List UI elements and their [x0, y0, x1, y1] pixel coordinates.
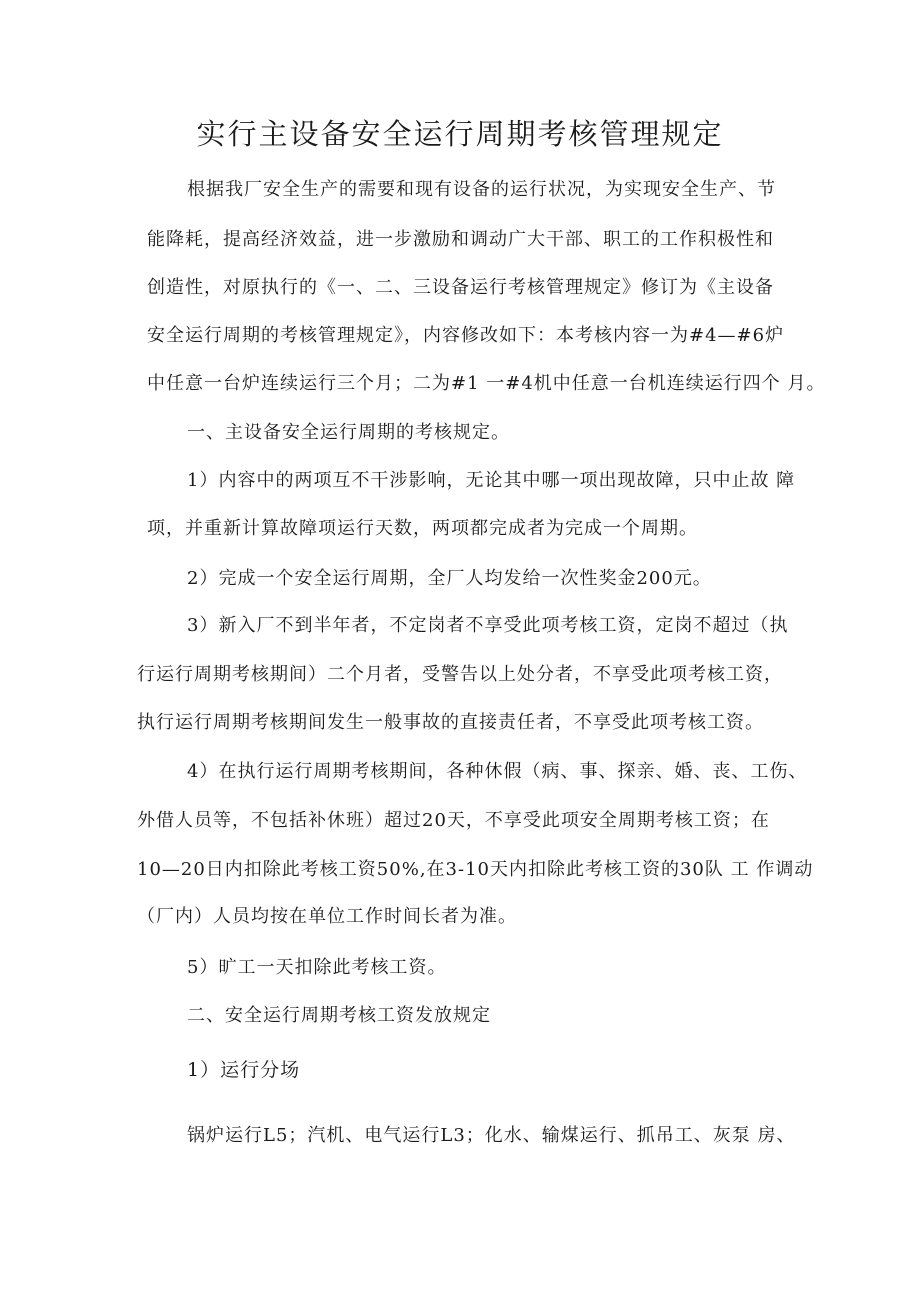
- paragraph-line: 外借人员等，不包括补休班）超过20天，不享受此项安全周期考核工资；在: [137, 810, 770, 831]
- paragraph-line: 3）新入厂不到半年者，不定岗者不享受此项考核工资，定岗不超过（执: [187, 615, 789, 636]
- paragraph-line: 行运行周期考核期间）二个月者，受警告以上处分者，不享受此项考核工资，: [137, 664, 783, 685]
- section-heading: 二、安全运行周期考核工资发放规定: [187, 1005, 491, 1026]
- paragraph-line: 10—20日内扣除此考核工资50%,在3-10天内扣除此考核工资的30队 工 作调动: [137, 859, 814, 880]
- section-heading: 一、主设备安全运行周期的考核规定。: [187, 422, 510, 443]
- paragraph-line: 2）完成一个安全运行周期，全厂人均发给一次性奖金200元。: [187, 568, 712, 589]
- document-title: 实行主设备安全运行周期考核管理规定: [196, 117, 724, 151]
- paragraph-line: 1）内容中的两项互不干涉影响，无论其中哪一项出现故障，只中止故 障: [187, 470, 796, 491]
- paragraph-line: 根据我厂安全生产的需要和现有设备的运行状况，为实现安全生产、节: [187, 179, 776, 200]
- paragraph-line: 4）在执行运行周期考核期间，各种休假（病、事、探亲、婚、丧、工伤、: [187, 761, 808, 782]
- paragraph-line: （厂内）人员均按在单位工作时间长者为准。: [137, 906, 517, 927]
- paragraph-line: 能降耗，提高经济效益，进一步激励和调动广大干部、职工的工作积极性和: [147, 229, 774, 250]
- subsection-heading: 1）运行分场: [187, 1059, 301, 1081]
- paragraph-line: 项，并重新计算故障项运行天数，两项都完成者为完成一个周期。: [147, 518, 698, 539]
- paragraph-line: 5）旷工一天扣除此考核工资。: [187, 957, 447, 978]
- paragraph-line: 安全运行周期的考核管理规定》，内容修改如下：本考核内容一为#4—#6炉: [147, 325, 785, 346]
- paragraph-line: 中任意一台炉连续运行三个月；二为#1 一#4机中任意一台机连续运行四个 月。: [147, 373, 826, 394]
- paragraph-line: 创造性，对原执行的《一、二、三设备运行考核管理规定》修订为《主设备: [147, 277, 774, 298]
- paragraph-line: 执行运行周期考核期间发生一般事故的直接责任者，不享受此项考核工资。: [137, 712, 764, 733]
- paragraph-line: 锅炉运行L5；汽机、电气运行L3；化水、输煤运行、抓吊工、灰泵 房、: [187, 1125, 796, 1146]
